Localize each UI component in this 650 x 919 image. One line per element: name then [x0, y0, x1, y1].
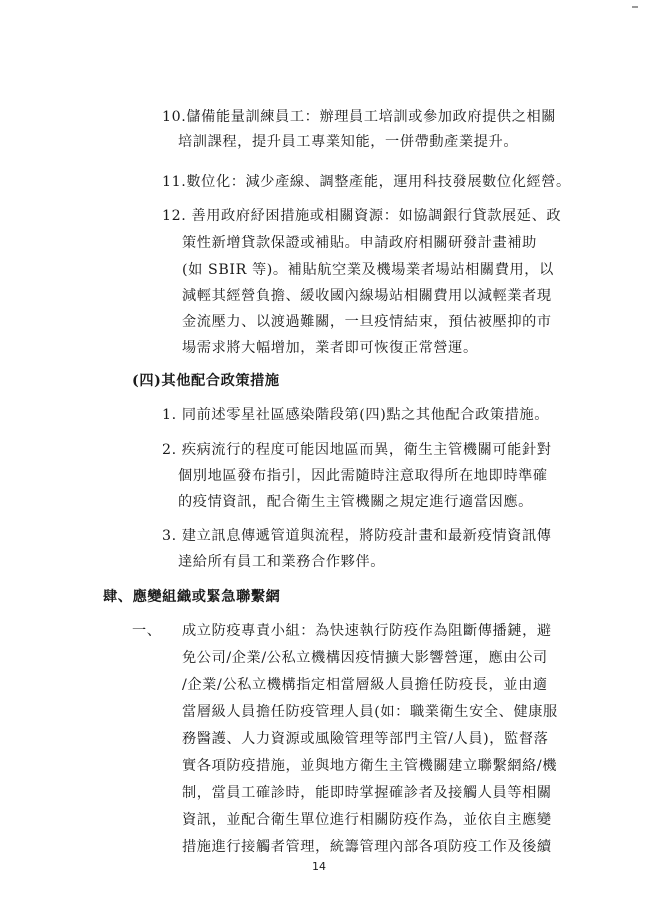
chapter-line-5: 務醫護、人力資源或風險管理等部門主管/人員)，監督落	[182, 731, 549, 747]
chapter-line-1: 成立防疫專責小組：為快速執行防疫作為阻斷傳播鏈，避	[182, 623, 552, 639]
chapter-line-9: 措施進行接觸者管理，統籌管理內部各項防疫工作及後續	[182, 839, 552, 855]
s4-item-3-line-2: 達給所有員工和業務合作夥伴。	[178, 554, 386, 570]
s4-item-2-line-1: 2. 疾病流行的程度可能因地區而異，衛生主管機關可能針對	[162, 442, 552, 458]
item-12-line-2: 策性新增貸款保證或補貼。申請政府相關研發計畫補助	[182, 235, 537, 251]
s4-item-2-line-3: 的疫情資訊，配合衛生主管機關之規定進行適當因應。	[178, 494, 533, 510]
s4-item-1-line-1: 1. 同前述零星社區感染階段第(四)點之其他配合政策措施。	[162, 407, 550, 423]
item-12-line-3: (如 SBIR 等)。補貼航空業及機場業者場站相關費用，以	[182, 262, 554, 278]
chapter-line-4: 當層級人員擔任防疫管理人員(如：職業衛生安全、健康服	[182, 704, 558, 720]
page-number: 14	[312, 860, 326, 873]
chapter-line-6: 實各項防疫措施，並與地方衛生主管機關建立聯繫網絡/機	[182, 758, 558, 774]
item-12-line-6: 場需求將大幅增加，業者即可恢復正常營運。	[182, 340, 478, 356]
item-12-line-5: 金流壓力、以渡過難關，一旦疫情結束，預估被壓抑的市	[182, 314, 552, 330]
item-10-line-1: 10.儲備能量訓練員工：辦理員工培訓或參加政府提供之相關	[162, 109, 557, 125]
chapter-heading: 肆、應變組織或緊急聯繫網	[103, 589, 281, 605]
item-10-line-2: 培訓課程，提升員工專業知能，一併帶動產業提升。	[178, 134, 519, 150]
sub-item-number: 一、	[132, 623, 162, 639]
chapter-line-2: 免公司/企業/公私立機構因疫情擴大影響營運，應由公司	[182, 650, 548, 666]
section-4-heading: (四)其他配合政策措施	[132, 373, 280, 389]
s4-item-3-line-1: 3. 建立訊息傳遞管道與流程，將防疫計畫和最新疫情資訊傳	[162, 528, 552, 544]
chapter-line-7: 制，當員工確診時，能即時掌握確診者及接觸人員等相關	[182, 785, 552, 801]
chapter-line-8: 資訊，並配合衛生單位進行相關防疫作為，並依自主應變	[182, 812, 552, 828]
s4-item-2-line-2: 個別地區發布指引，因此需隨時注意取得所在地即時準確	[178, 468, 548, 484]
item-11-line-1: 11.數位化：減少產線、調整產能，運用科技發展數位化經營。	[162, 174, 571, 190]
item-12-line-1: 12. 善用政府紓困措施或相關資源：如協調銀行貸款展延、政	[162, 208, 562, 224]
scan-artifact	[632, 6, 638, 8]
item-12-line-4: 減輕其經營負擔、緩收國內線場站相關費用以減輕業者現	[182, 288, 552, 304]
chapter-line-3: /企業/公私立機構指定相當層級人員擔任防疫長，並由適	[182, 677, 548, 693]
